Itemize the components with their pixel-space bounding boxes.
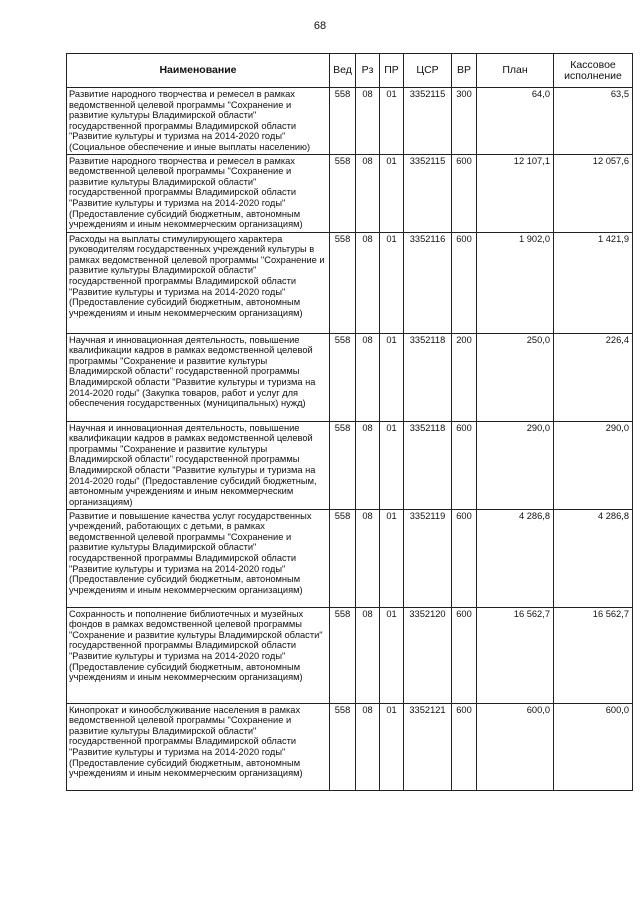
row-csr: 3352115 xyxy=(404,88,452,155)
row-cash: 16 562,7 xyxy=(554,607,633,703)
row-csr: 3352118 xyxy=(404,333,452,421)
row-vr: 200 xyxy=(452,333,477,421)
row-plan: 64,0 xyxy=(477,88,554,155)
row-cash: 226,4 xyxy=(554,333,633,421)
row-name: Развитие и повышение качества услуг государственных учреждений, работающих с детьми, в рамках ведомственной целевой программы "Сохранение и развитие культуры Владимирской области" государственной программы Владимирской области "Развитие культуры и туризма на 2014-2020 годы" (Предоставление субсидий бюджетным, автономным учреждениям и иным некоммерческим организациям) xyxy=(67,509,330,607)
header-rz: Рз xyxy=(356,54,380,88)
row-cash: 1 421,9 xyxy=(554,232,633,333)
table-row xyxy=(67,232,633,333)
row-rz: 08 xyxy=(356,154,380,232)
row-csr: 3352115 xyxy=(404,154,452,232)
row-rz: 08 xyxy=(356,232,380,333)
row-rz: 08 xyxy=(356,703,380,790)
row-vr: 600 xyxy=(452,703,477,790)
header-cash: Кассовое исполнение xyxy=(554,54,633,88)
row-vr: 600 xyxy=(452,154,477,232)
row-plan: 1 902,0 xyxy=(477,232,554,333)
row-plan: 12 107,1 xyxy=(477,154,554,232)
header-plan: План xyxy=(477,54,554,88)
row-pr: 01 xyxy=(380,232,404,333)
row-cash: 63,5 xyxy=(554,88,633,155)
row-pr: 01 xyxy=(380,607,404,703)
table-row xyxy=(67,421,633,509)
table-header-row xyxy=(67,54,633,88)
header-vr: ВР xyxy=(452,54,477,88)
row-cash: 600,0 xyxy=(554,703,633,790)
row-name: Развитие народного творчества и ремесел в рамках ведомственной целевой программы "Сохранение и развитие культуры Владимирской области" государственной программы Владимирской области "Развитие культуры и туризма на 2014-2020 годы" (Социальное обеспечение и иные выплаты населению) xyxy=(67,88,330,155)
budget-table xyxy=(66,53,633,791)
row-csr: 3352118 xyxy=(404,421,452,509)
row-pr: 01 xyxy=(380,509,404,607)
row-rz: 08 xyxy=(356,607,380,703)
row-vr: 600 xyxy=(452,421,477,509)
header-name: Наименование xyxy=(67,54,330,88)
row-ved: 558 xyxy=(330,154,356,232)
row-cash: 4 286,8 xyxy=(554,509,633,607)
page-number: 68 xyxy=(313,20,327,32)
row-name: Кинопрокат и кинообслуживание населения в рамках ведомственной целевой программы "Сохранение и развитие культуры Владимирской области" государственной программы Владимирской области "Развитие культуры и туризма на 2014-2020 годы" (Предоставление субсидий бюджетным, автономным учреждениям и иным некоммерческим организациям) xyxy=(67,703,330,790)
row-pr: 01 xyxy=(380,154,404,232)
row-plan: 16 562,7 xyxy=(477,607,554,703)
row-ved: 558 xyxy=(330,607,356,703)
row-pr: 01 xyxy=(380,421,404,509)
row-rz: 08 xyxy=(356,509,380,607)
row-plan: 600,0 xyxy=(477,703,554,790)
row-name: Сохранность и пополнение библиотечных и музейных фондов в рамках ведомственной целевой программы "Сохранение и развитие культуры Владимирской области" государственной программы Владимирской области "Развитие культуры и туризма на 2014-2020 годы" (Предоставление субсидий бюджетным, автономным учреждениям и иным некоммерческим организациям) xyxy=(67,607,330,703)
row-ved: 558 xyxy=(330,333,356,421)
header-ved: Вед xyxy=(330,54,356,88)
row-rz: 08 xyxy=(356,333,380,421)
row-pr: 01 xyxy=(380,88,404,155)
row-rz: 08 xyxy=(356,421,380,509)
row-name: Расходы на выплаты стимулирующего характера руководителям государственных учреждений культуры в рамках ведомственной целевой программы "Сохранение и развитие культуры Владимирской области" государственной программы Владимирской области "Развитие культуры и туризма на 2014-2020 годы" (Предоставление субсидий бюджетным, автономным учреждениям и иным некоммерческим организациям) xyxy=(67,232,330,333)
row-plan: 250,0 xyxy=(477,333,554,421)
row-pr: 01 xyxy=(380,333,404,421)
table-row xyxy=(67,154,633,232)
table-row xyxy=(67,88,633,155)
row-csr: 3352116 xyxy=(404,232,452,333)
table-row xyxy=(67,607,633,703)
row-ved: 558 xyxy=(330,232,356,333)
table-row xyxy=(67,703,633,790)
row-name: Научная и инновационная деятельность, повышение квалификации кадров в рамках ведомственной целевой программы "Сохранение и развитие культуры Владимирской области" государственной программы Владимирской области "Развитие культуры и туризма на 2014-2020 годы" (Предоставление субсидий бюджетным, автономным учреждениям и иным некоммерческим организациям) xyxy=(67,421,330,509)
row-csr: 3352120 xyxy=(404,607,452,703)
row-csr: 3352119 xyxy=(404,509,452,607)
row-name: Научная и инновационная деятельность, повышение квалификации кадров в рамках ведомственной целевой программы "Сохранение и развитие культуры Владимирской области" государственной программы Владимирской области "Развитие культуры и туризма на 2014-2020 годы" (Закупка товаров, работ и услуг для обеспечения государственных (муниципальных) нужд) xyxy=(67,333,330,421)
row-csr: 3352121 xyxy=(404,703,452,790)
row-vr: 600 xyxy=(452,509,477,607)
row-cash: 12 057,6 xyxy=(554,154,633,232)
row-ved: 558 xyxy=(330,509,356,607)
row-rz: 08 xyxy=(356,88,380,155)
row-plan: 4 286,8 xyxy=(477,509,554,607)
row-plan: 290,0 xyxy=(477,421,554,509)
table-row xyxy=(67,509,633,607)
row-vr: 600 xyxy=(452,232,477,333)
row-ved: 558 xyxy=(330,703,356,790)
table-row xyxy=(67,333,633,421)
row-pr: 01 xyxy=(380,703,404,790)
header-pr: ПР xyxy=(380,54,404,88)
row-vr: 300 xyxy=(452,88,477,155)
row-name: Развитие народного творчества и ремесел в рамках ведомственной целевой программы "Сохранение и развитие культуры Владимирской области" государственной программы Владимирской области "Развитие культуры и туризма на 2014-2020 годы" (Предоставление субсидий бюджетным, автономным учреждениям и иным некоммерческим организациям) xyxy=(67,154,330,232)
row-vr: 600 xyxy=(452,607,477,703)
header-csr: ЦСР xyxy=(404,54,452,88)
row-ved: 558 xyxy=(330,88,356,155)
row-cash: 290,0 xyxy=(554,421,633,509)
row-ved: 558 xyxy=(330,421,356,509)
